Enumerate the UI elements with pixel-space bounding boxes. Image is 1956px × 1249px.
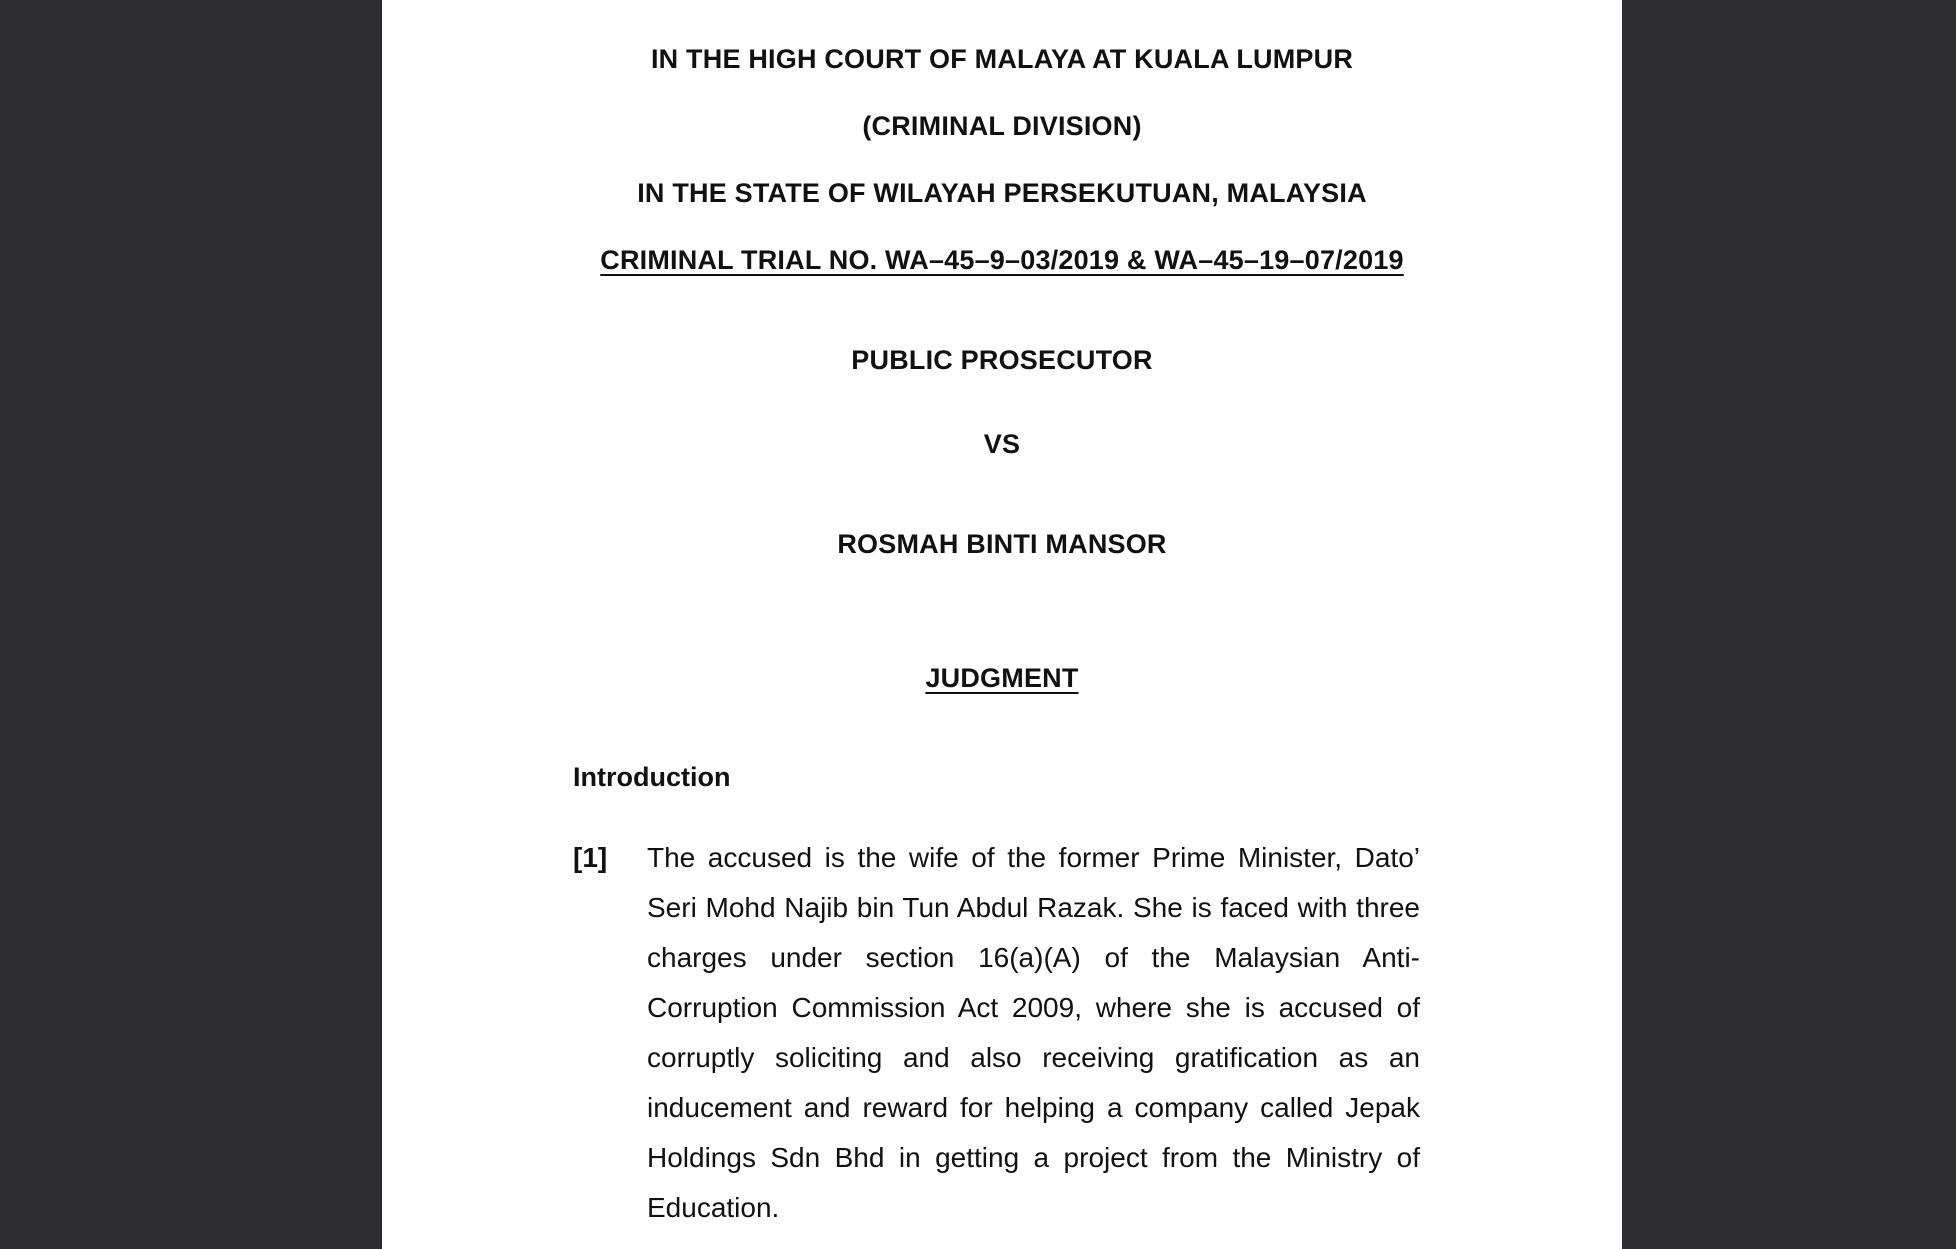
court-heading-line-2: (CRIMINAL DIVISION) bbox=[862, 111, 1142, 141]
paragraph-line: inducement and reward for helping a company called Jepak bbox=[647, 1092, 1420, 1123]
court-heading-line-3: IN THE STATE OF WILAYAH PERSEKUTUAN, MALAYSIA bbox=[637, 178, 1367, 208]
paragraph-line: Holdings Sdn Bhd in getting a project from the Ministry of bbox=[647, 1142, 1420, 1173]
party-one: PUBLIC PROSECUTOR bbox=[851, 345, 1153, 375]
paragraph-number: [1] bbox=[573, 842, 608, 873]
section-heading-introduction: Introduction bbox=[573, 762, 731, 792]
case-number bbox=[382, 245, 1622, 276]
case-number-text: CRIMINAL TRIAL NO. WA–45–9–03/2019 & WA–45–19–07/2019 bbox=[600, 245, 1404, 275]
paragraph-line: Seri Mohd Najib bin Tun Abdul Razak. She is faced with three bbox=[647, 892, 1420, 923]
versus-label: VS bbox=[983, 429, 1021, 459]
paragraph-line: Corruption Commission Act 2009, where she is accused of bbox=[647, 992, 1420, 1023]
paragraph-line: charges under section 16(a)(A) of the Malaysian Anti- bbox=[647, 942, 1420, 973]
paragraph-line: Education. bbox=[647, 1192, 780, 1223]
document-page bbox=[382, 0, 1622, 1249]
judgment-title bbox=[382, 663, 1622, 694]
party-two: ROSMAH BINTI MANSOR bbox=[837, 529, 1167, 559]
court-heading-line-1: IN THE HIGH COURT OF MALAYA AT KUALA LUMPUR bbox=[650, 44, 1354, 74]
paragraph-line: corruptly soliciting and also receiving gratification as an bbox=[647, 1042, 1420, 1073]
paragraph-line: The accused is the wife of the former Prime Minister, Dato’ bbox=[647, 842, 1420, 873]
judgment-title-text: JUDGMENT bbox=[925, 663, 1079, 693]
